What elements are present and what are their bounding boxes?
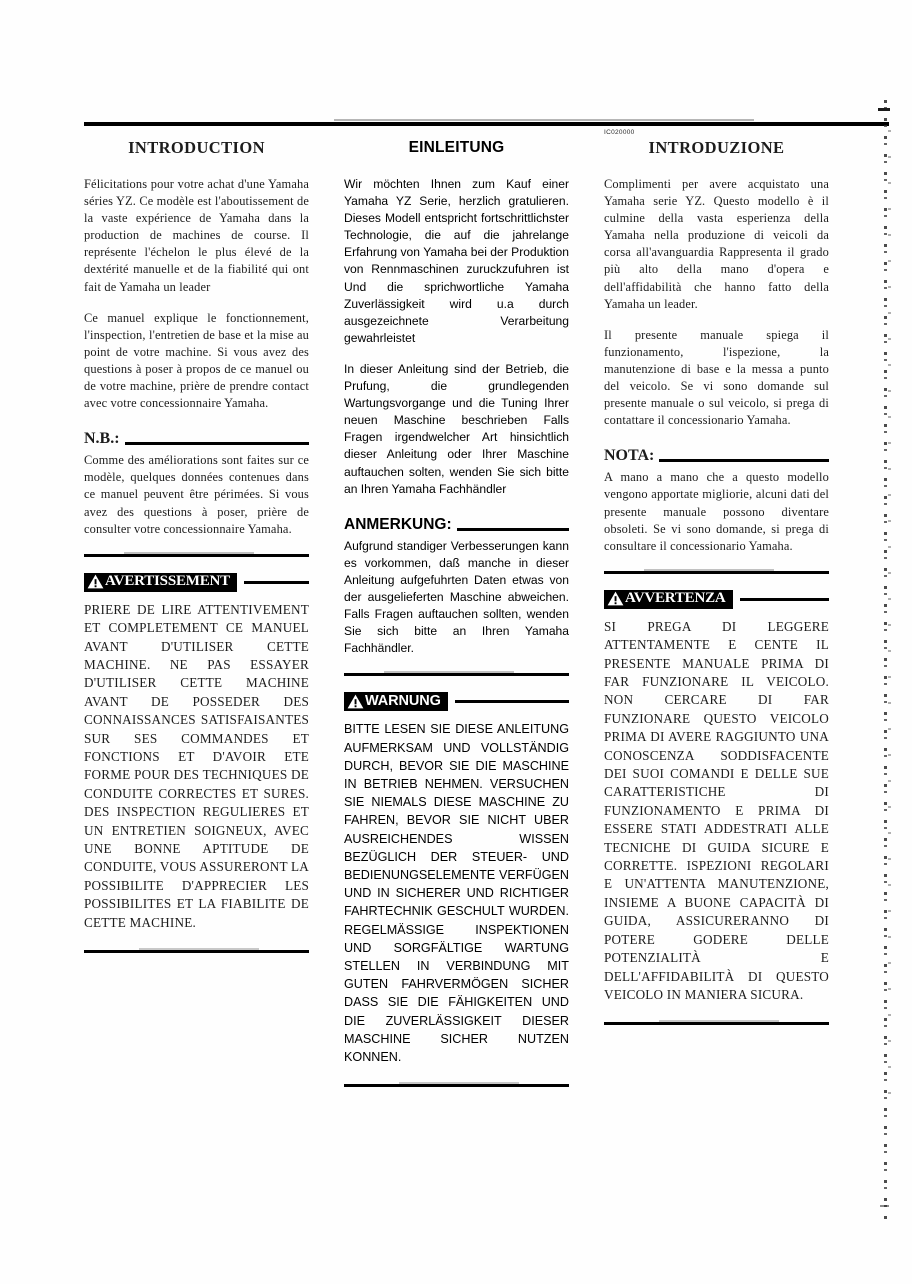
warning-label-italian: AVVERTENZA <box>625 590 726 607</box>
warning-triangle-icon <box>87 574 104 589</box>
column-german <box>344 128 569 1087</box>
paragraph-german-1: Wir möchten Ihnen zum Kauf einer Yamaha YZ Serie, herzlich gratulieren. Dieses Modell entspricht fortschrittlichster Technologie, die auf die jahrelange Erfahrung von Yamaha bei der Produktion von Rennmaschinen zuruckzufuhren ist Und die sprichwortliche Yamaha Zuverlässigkeit wird u.a durch ausgezeichnete Verarbeitung gewahrleistet <box>344 177 569 345</box>
warning-header-italian <box>604 590 829 609</box>
warning-text-french: PRIERE DE LIRE ATTENTIVEMENT ET COMPLETEMENT CE MANUEL AVANT D'UTILISER CETTE MACHINE. NE PAS ESSAYER D'UTILISER CETTE MACHINE AVANT DE POSSEDER DES CONNAISSANCES SATISFAISANTES SUR SES COMMANDES ET FONCTIONS ET D'AVOIR ETE FORME POUR DES TECHNIQUES DE CONDUITE CORRECTES ET SURES. DES INSPECTION REGULIERES ET UN ENTRETIEN SOIGNEUX, AVEC UNE BONNE APTITUDE DE CONDUITE, VOUS ASSURERONT LA POSSIBILITE D'APPRECIER LES POSSIBILITES ET LA FIABILITE DE CETTE MACHINE. <box>84 601 309 930</box>
section-end-rule-german <box>344 1084 569 1087</box>
warning-badge-french <box>84 573 237 592</box>
column-title-german: EINLEITUNG <box>408 139 505 156</box>
warning-text-italian: SI PREGA DI LEGGERE ATTENTAMENTE E CENTE IL PRESENTE MANUALE PRIMA DI FAR FUNZIONARE IL VEICOLO. NON CERCARE DI FAR FUNZIONARE QUESTO VEICOLO PRIMA DI AVERE RAGGIUNTO UNA CONOSCENZA SODDISFACENTE DEI SUOI COMANDI E DELLE SUE CARATTERISTICHE DI FUNZIONAMENTO E PRIMA DI ESSERE STATI ADDESTRATI ALLE TECNICHE DI GUIDA SICURE E CORRETTE. ISPEZIONI REGOLARI E UN'ATTENTA MANUTENZIONE, INSIEME A BUONE CAPACITÀ DI GUIDA, ASSICURERANNO DI POTERE GODERE DELLE POTENZIALITÀ E DELL'AFFIDABILITÀ DI QUESTO VEICOLO IN MANIERA SICURA. <box>604 618 829 1002</box>
warning-header-french <box>84 573 309 592</box>
warning-label-german: WARNUNG <box>365 692 441 709</box>
warning-triangle-icon <box>347 694 364 709</box>
warning-rule-german <box>455 700 569 703</box>
note-heading-rule-italian <box>659 459 829 462</box>
note-heading-rule-german <box>457 528 569 531</box>
paragraph-german-2: In dieser Anleitung sind der Betrieb, die Prufung, die grundlegenden Wartungsvorgange und die Tuning Ihrer neuen Maschine beschrieben Falls Fragen irgendwelcher Art hinsichtlich dieser Anleitung oder Ihrer Maschine auftauchen solten, wenden Sie sich bitte an Ihren Yamaha Fachhändler <box>344 361 569 496</box>
warning-rule-italian <box>740 598 829 601</box>
scan-corner-tick-bottom <box>880 1205 889 1207</box>
paragraph-french-1: Félicitations pour votre achat d'une Yamaha séries YZ. Ce modèle est l'aboutissement de la vaste expérience de Yamaha dans la production de machines de course. Il représente l'échelon le plus élevé de la dextérité manuelle et de la fiabilité qui ont fait de Yamaha un leader <box>84 177 309 294</box>
column-french <box>84 128 309 1087</box>
section-code-label: IC020000 <box>604 129 635 136</box>
code-spacer-french <box>84 128 309 138</box>
warning-triangle-icon <box>607 591 624 606</box>
three-language-columns <box>84 128 892 1087</box>
warning-header-german <box>344 692 569 711</box>
section-end-rule-french <box>84 950 309 953</box>
section-divider-french <box>84 554 309 557</box>
column-title-french: INTRODUCTION <box>128 138 265 157</box>
code-spacer-german <box>344 128 569 138</box>
warning-badge-italian <box>604 590 733 609</box>
warning-badge-german <box>344 692 448 711</box>
column-italian <box>604 128 829 1087</box>
warning-rule-french <box>244 581 309 584</box>
column-title-italian: INTRODUZIONE <box>648 138 785 157</box>
paragraph-italian-1: Complimenti per avere acquistato una Yamaha serie YZ. Questo modello è il culmine della vasta esperienza della Yamaha nella produzione di veicoli da corsa all'avanguardia Rappresenta il grado più alto della mano d'opera e dell'affidabilità che hanno fatto della Yamaha un leader. <box>604 177 829 311</box>
note-heading-label-french: N.B.: <box>84 430 120 448</box>
section-divider-italian <box>604 571 829 574</box>
note-text-french: Comme des améliorations sont faites sur ce modèle, quelques données contenues dans ce manuel peuvent être périmées. Si vous avez des questions à poser, prière de consulter votre concessionnaire Yamaha. <box>84 453 309 536</box>
note-heading-label-german: ANMERKUNG: <box>344 515 452 533</box>
note-heading-german <box>344 512 569 534</box>
paragraph-italian-2: Il presente manuale spiega il funzionamento, l'ispezione, la manutenzione di base e la messa a punto del veicolo. Se vi sono domande sul presente manuale o sul veicolo, si prega di contattare il concessionario Yamaha. <box>604 327 829 428</box>
note-text-german: Aufgrund standiger Verbesserungen kann es vorkommen, daß manche in dieser Anleitung aufgefuhrten Daten etwas von der ausgelieferten Maschine abweichen. Falls Fragen auftauchen sollten, wenden Sie sich bitte an Ihren Yamaha Fachhändler. <box>344 538 569 656</box>
note-heading-rule-french <box>125 442 309 445</box>
note-heading-french <box>84 426 309 448</box>
note-heading-label-italian: NOTA: <box>604 447 655 465</box>
note-heading-italian <box>604 443 829 465</box>
section-end-rule-italian <box>604 1022 829 1025</box>
header-top-rule <box>84 122 889 126</box>
note-text-italian: A mano a mano che a questo modello vengono apportate migliorie, alcuni dati del presente manuale possono diventare obsoleti. Se vi sono domande, si prega di consultare il concessionario Yamaha. <box>604 470 829 553</box>
warning-text-german: BITTE LESEN SIE DIESE ANLEITUNG AUFMERKSAM UND VOLLSTÄNDIG DURCH, BEVOR SIE DIE MASCHINE IN BETRIEB NEHMEN. VERSUCHEN SIE NIEMALS DIESE MASCHINE ZU FAHREN, BEVOR SIE NICHT UBER AUSREICHENDES WISSEN BEZÜGLICH DER STEUER- UND BEDIENUNGSELEMENTE VERFÜGEN UND IN SICHERER UND RICHTIGER FAHRTECHNIK GESCHULT WURDEN. REGELMÄSSIGE INSPEKTIONEN UND SORGFÄLTIGE WARTUNG STELLEN IN VERBINDUNG MIT GUTEN FAHRVERMÖGEN SICHER DASS SIE DIE FÄHIGKEITEN UND DIE ZUVERLÄSSIGKEIT DIESER MASCHINE SICHER NUTZEN KONNEN. <box>344 722 569 1064</box>
paragraph-french-2: Ce manuel explique le fonctionnement, l'inspection, l'entretien de base et la mise au point de votre machine. Si vous avez des questions à poser à propos de ce manuel ou de votre machine, prière de prendre contact avec votre concessionnaire Yamaha. <box>84 310 309 411</box>
warning-label-french: AVERTISSEMENT <box>105 573 230 590</box>
section-divider-german <box>344 673 569 676</box>
scan-corner-tick <box>878 108 890 111</box>
